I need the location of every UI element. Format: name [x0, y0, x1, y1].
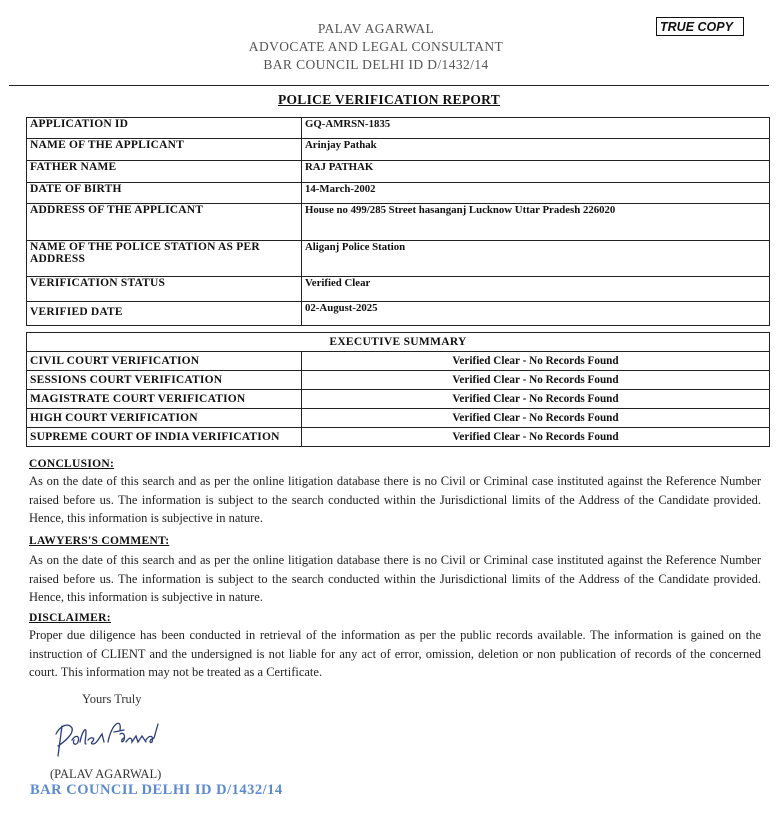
- advocate-name: PALAV AGARWAL: [317, 21, 435, 36]
- executive-summary-table: [26, 332, 770, 447]
- court-label: HIGH COURT VERIFICATION: [27, 409, 302, 428]
- court-label: SUPREME COURT OF INDIA VERIFICATION: [27, 428, 302, 447]
- table-row: [27, 241, 770, 277]
- signature-image: [50, 712, 170, 767]
- lawyers-comment-text: As on the date of this search and as per the online litigation database there is no Civil or Criminal case instituted against the Reference Number raised before us. The information is subject to the search conducted within the Jurisdictional limits of the Address of the Candidate provided. Hence, this information is subjective in nature.: [29, 553, 761, 604]
- table-row: [27, 183, 770, 204]
- table-row: [27, 390, 770, 409]
- court-label: MAGISTRATE COURT VERIFICATION: [27, 390, 302, 409]
- court-label: SESSIONS COURT VERIFICATION: [27, 371, 302, 390]
- disclaimer-title: DISCLAIMER:: [29, 612, 111, 624]
- detail-value: Aliganj Police Station: [302, 241, 770, 277]
- closing-salutation: Yours Truly: [82, 692, 142, 706]
- court-status: Verified Clear - No Records Found: [302, 390, 770, 409]
- lawyers-comment-title: LAWYERS'S COMMENT:: [29, 535, 170, 547]
- detail-value: GQ-AMRSN-1835: [302, 118, 770, 139]
- court-status: Verified Clear - No Records Found: [302, 409, 770, 428]
- detail-label: VERIFICATION STATUS: [27, 277, 302, 302]
- disclaimer-text: Proper due diligence has been conducted in retrieval of the information as per the public records available. The information is gained on the instruction of CLIENT and the undersigned is not liable for any act of error, omission, deletion or non publication of records of the concerned court. This information may not be treated as a Certificate.: [29, 628, 761, 679]
- detail-value: Arinjay Pathak: [302, 139, 770, 161]
- table-row: [27, 428, 770, 447]
- detail-value: 14-March-2002: [302, 183, 770, 204]
- detail-value: House no 499/285 Street hasanganj Lucknow Uttar Pradesh 226020: [302, 204, 770, 241]
- detail-label: NAME OF THE POLICE STATION AS PER ADDRESS: [27, 241, 302, 277]
- table-row: [27, 409, 770, 428]
- true-copy-stamp: TRUE COPY: [656, 17, 744, 36]
- table-row: [27, 277, 770, 302]
- table-row: [27, 204, 770, 241]
- table-row: [27, 161, 770, 183]
- detail-value: 02-August-2025: [302, 302, 770, 326]
- table-row: [27, 371, 770, 390]
- table-row: [27, 352, 770, 371]
- detail-value: Verified Clear: [302, 277, 770, 302]
- footer-bar-id: BAR COUNCIL DELHI ID D/1432/14: [30, 782, 283, 798]
- report-title: POLICE VERIFICATION REPORT: [277, 92, 501, 107]
- detail-label: FATHER NAME: [27, 161, 302, 183]
- advocate-title: ADVOCATE AND LEGAL CONSULTANT: [248, 39, 504, 54]
- conclusion-title: CONCLUSION:: [29, 458, 115, 470]
- signatory-name: (PALAV AGARWAL): [50, 767, 162, 781]
- court-label: CIVIL COURT VERIFICATION: [27, 352, 302, 371]
- applicant-details-table: [26, 117, 770, 326]
- court-status: Verified Clear - No Records Found: [302, 428, 770, 447]
- detail-label: NAME OF THE APPLICANT: [27, 139, 302, 161]
- detail-label: APPLICATION ID: [27, 118, 302, 139]
- conclusion-text: As on the date of this search and as per the online litigation database there is no Civil or Criminal case instituted against the Reference Number raised before us. The information is subject to the search conducted within the Jurisdictional limits of the Address of the Candidate provided. Hence, this information is subjective in nature.: [29, 474, 761, 525]
- header-divider: [9, 85, 769, 86]
- table-row: [27, 139, 770, 161]
- table-header-row: [27, 333, 770, 352]
- detail-label: DATE OF BIRTH: [27, 183, 302, 204]
- court-status: Verified Clear - No Records Found: [302, 371, 770, 390]
- table-row: [27, 302, 770, 326]
- detail-value: RAJ PATHAK: [302, 161, 770, 183]
- table-row: [27, 118, 770, 139]
- detail-label: ADDRESS OF THE APPLICANT: [27, 204, 302, 241]
- court-status: Verified Clear - No Records Found: [302, 352, 770, 371]
- executive-summary-heading: EXECUTIVE SUMMARY: [27, 333, 770, 352]
- advocate-bar-id: BAR COUNCIL DELHI ID D/1432/14: [263, 57, 489, 72]
- detail-label: VERIFIED DATE: [27, 302, 302, 326]
